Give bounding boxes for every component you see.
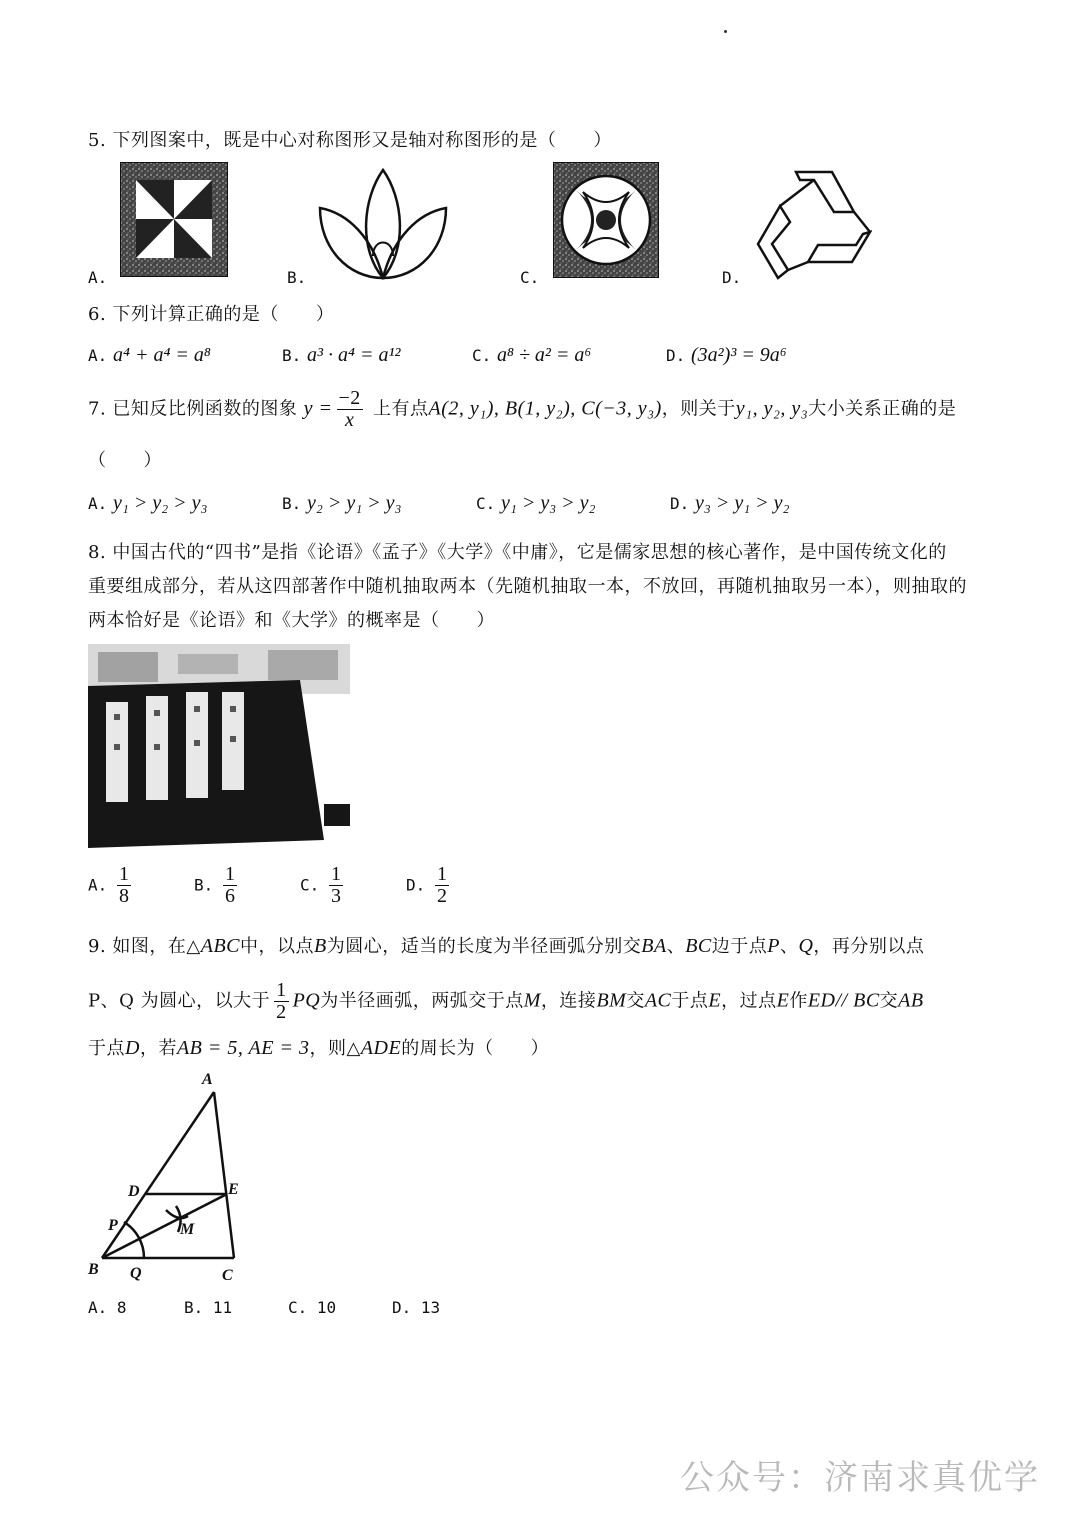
q8-line-2: 重要组成部分，若从这四部著作中随机抽取两本（先随机抽取一本，不放回，再随机抽取另一本），则抽取的	[88, 576, 967, 597]
q6-stem: 6. 下列计算正确的是（ ）	[88, 304, 335, 325]
point-c-label: C	[222, 1267, 233, 1284]
point-p-label: P	[108, 1217, 118, 1234]
q5-figure-c-coin	[553, 162, 659, 278]
q5-figure-d-recycle	[756, 170, 872, 280]
q6-expr-a: a⁴ + a⁴ = a⁸	[113, 344, 211, 366]
q8-line-3: 两本恰好是《论语》和《大学》的概率是（ ）	[88, 610, 495, 631]
q5-option-c: C.	[520, 268, 540, 287]
stray-dot	[724, 30, 727, 33]
q8-option-b: B. $\frac{1}{6}$	[194, 863, 235, 907]
q6-expr-d: (3a²)³ = 9a⁶	[691, 344, 787, 366]
q7-option-c: C. y₁ > y₃ > y₂	[476, 492, 596, 514]
q6-option-d: D. (3a²)³ = 9a⁶	[666, 344, 787, 366]
q6-option-a: A. a⁴ + a⁴ = a⁸	[88, 344, 211, 366]
q9-triangle-figure	[84, 1066, 254, 1286]
q5-option-a: A.	[88, 268, 108, 287]
q9-option-c: C. 10	[288, 1298, 337, 1317]
q7-paren: （ ）	[88, 450, 162, 471]
q8-option-a: A. $\frac{1}{8}$	[88, 863, 129, 907]
q9-option-d: D. 13	[392, 1298, 441, 1317]
q6-expr-b: a³ · a⁴ = a¹²	[307, 344, 401, 366]
q7-option-a: A. y₁ > y₂ > y₃	[88, 492, 208, 514]
q7-option-b: B. y₂ > y₁ > y₃	[282, 492, 402, 514]
point-q-label: Q	[130, 1265, 142, 1282]
q7-points: A(2, y₁), B(1, y₂), C(−3, y₃)	[428, 397, 662, 420]
q6-expr-c: a⁸ ÷ a² = a⁶	[497, 344, 592, 366]
q5-stem: 5. 下列图案中，既是中心对称图形又是轴对称图形的是（ ）	[88, 130, 612, 151]
q6-option-b: B. a³ · a⁴ = a¹²	[282, 344, 401, 366]
point-d-label: D	[128, 1183, 140, 1200]
q9-line-1: 9. 如图，在△ABC中，以点B为圆心，适当的长度为半径画弧分别交BA、BC边于点P、Q，再分别以点	[88, 935, 925, 957]
q9-line-3: 于点D，若AB = 5, AE = 3，则△ADE的周长为（ ）	[88, 1037, 550, 1059]
q6-option-c: C. a⁸ ÷ a² = a⁶	[472, 344, 592, 366]
point-e-label: E	[228, 1181, 239, 1198]
watermark: 公众号：济南求真优学	[680, 1458, 1040, 1498]
q7-stem: 7. 已知反比例函数的图象 y = $\frac{-2}{x}$ 上有点A(2, y₁), B(1, y₂), C(−3, y₃)，则关于y₁, y₂, y₃大小关系正确的是	[88, 387, 957, 431]
q7-fraction: $\frac{-2}{x}$	[338, 387, 361, 431]
q7-option-d: D. y₃ > y₁ > y₂	[670, 492, 790, 514]
q8-four-books-photo	[88, 644, 350, 848]
q8-option-c: C. $\frac{1}{3}$	[300, 863, 341, 907]
q8-line-1: 8. 中国古代的“四书”是指《论语》《孟子》《大学》《中庸》，它是儒家思想的核心著作，是中国传统文化的	[88, 542, 947, 563]
q5-figure-b-lotus	[318, 168, 448, 280]
q5-option-b: B.	[287, 268, 307, 287]
point-b-label: B	[88, 1261, 99, 1278]
q8-option-d: D. $\frac{1}{2}$	[406, 863, 447, 907]
q5-figure-a-pinwheel	[120, 162, 228, 277]
q5-option-d: D.	[722, 268, 742, 287]
point-a-label: A	[202, 1071, 213, 1088]
q9-line-2: P、Q 为圆心，以大于 $\frac{1}{2}$ PQ为半径画弧，两弧交于点M，连接BM交AC于点E，过点E作ED// BC交AB	[88, 979, 924, 1023]
q9-option-b: B. 11	[184, 1298, 233, 1317]
point-m-label: M	[180, 1221, 195, 1238]
q9-option-a: A. 8	[88, 1298, 127, 1317]
